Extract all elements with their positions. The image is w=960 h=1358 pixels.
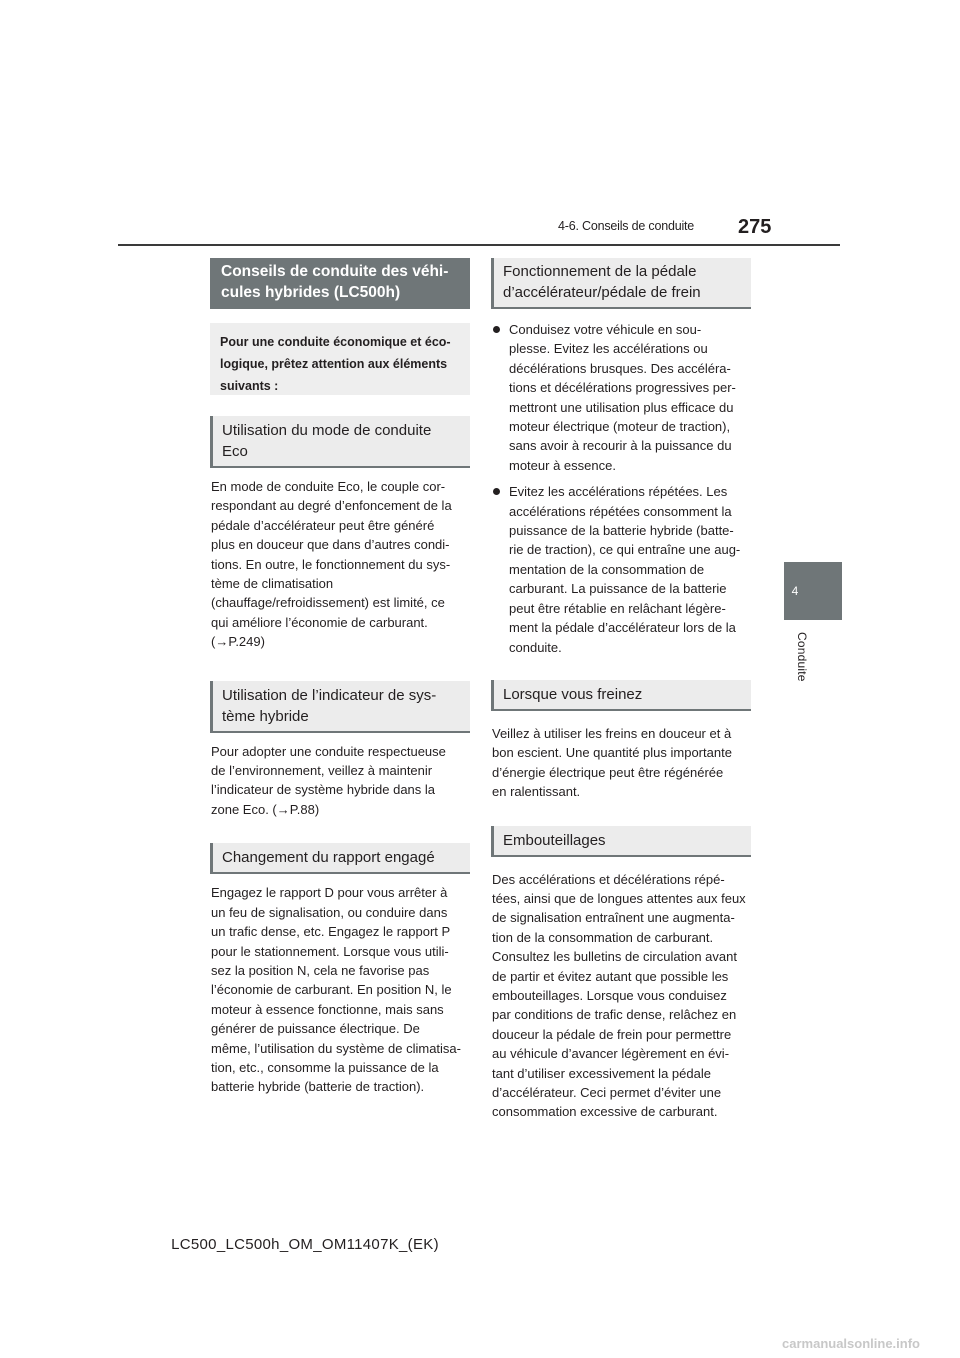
document-code-text: LC500_LC500h_OM_OM11407K_(EK) xyxy=(171,1236,439,1253)
heading-eco-mode: Utilisation du mode de conduite Eco xyxy=(210,416,470,468)
chapter-tab-label: Conduite xyxy=(795,632,809,682)
text-eco-mode: En mode de conduite Eco, le couple cor- respondant au degré d’enfoncement de la pédale d’accélérateur peut être généré plus en douceur que dans d’autres condi- tions. En outre, le fonctionnement du sys- tème de climatisation (chauffage/refroidissement) est limité, ce qui améliore l’économie de carburant. (→P.249) xyxy=(211,479,452,650)
bullet-item xyxy=(491,482,751,657)
watermark: carmanualsonline.info xyxy=(782,1336,920,1351)
text-braking: Veillez à utiliser les freins en douceur et à bon escient. Une quantité plus importante d’énergie électrique peut être régénérée en ralentissant. xyxy=(492,725,732,800)
page-number: 275 xyxy=(738,216,772,238)
right-column xyxy=(491,258,751,1122)
bullet-icon xyxy=(493,326,500,333)
bullet-text: Evitez les accélérations répétées. Les accélérations répétées consomment la puissance de la batterie hybride (batte- rie de traction), ce qui entraîne une aug- mentation de la consommation de carburant. La puissance de la batterie peut être rétablie en relâchant légère- ment la pédale d’accélérateur lors de la conduite. xyxy=(509,484,741,655)
heading-gear-change: Changement du rapport engagé xyxy=(210,843,470,874)
heading-traffic-jams: Embouteillages xyxy=(491,826,751,857)
text-hybrid-indicator: Pour adopter une conduite respectueuse de l’environnement, veillez à maintenir l’indicateur de système hybride dans la zone Eco. (→P.88) xyxy=(211,743,446,817)
bullet-icon xyxy=(493,488,500,495)
header-divider xyxy=(118,244,840,246)
intro-box: Pour une conduite économique et éco- logique, prêtez attention aux éléments suivants : xyxy=(210,323,470,395)
heading-pedal-operation: Fonctionnement de la pédale d’accélérateur/pédale de frein xyxy=(491,258,751,309)
bullet-item xyxy=(491,320,751,475)
heading-braking: Lorsque vous freinez xyxy=(491,680,751,711)
left-column xyxy=(210,258,470,1097)
bullet-text: Conduisez votre véhicule en sou- plesse. Evitez les accélérations ou décélérations brusques. Des accéléra- tions et décélérations progressives per- mettront une utilisation plus efficace du moteur électrique (moteur de traction), sans avoir à recourir à la puissance du moteur à essence. xyxy=(509,322,736,473)
header-section-title: 4-6. Conseils de conduite xyxy=(558,219,695,233)
document-code xyxy=(0,1236,960,1253)
main-heading: Conseils de conduite des véhi- cules hybrides (LC500h) xyxy=(210,258,470,309)
heading-hybrid-indicator: Utilisation de l’indicateur de sys- tème hybride xyxy=(210,681,470,733)
chapter-tab-number: 4 xyxy=(791,584,799,598)
text-gear-change: Engagez le rapport D pour vous arrêter à un feu de signalisation, ou conduire dans un trafic dense, etc. Engagez le rapport P pour le stationnement. Lorsque vous utili- sez la position N, cela ne favorise pas l’économie de carburant. En position N, le moteur à essence fonctionne, mais sans générer de puissance électrique. De même, l’utilisation du système de climatisa- tion, etc., consomme la puissance de la batterie hybride (batterie de traction). xyxy=(211,885,461,1095)
text-traffic-jams: Des accélérations et décélérations répé- tées, ainsi que de longues attentes aux feux de signalisation entraînent une augmenta- tion de la consommation de carburant. Consultez les bulletins de circulation avant de partir et évitez autant que possible les embouteillages. Lorsque vous conduisez par conditions de trafic dense, relâchez en douceur la pédale de frein pour permettre au véhicule d’avancer légèrement en évi- tant d’utiliser excessivement la pédale d’accélérateur. Ceci permet d’éviter une consommation excessive de carburant. xyxy=(492,871,746,1120)
